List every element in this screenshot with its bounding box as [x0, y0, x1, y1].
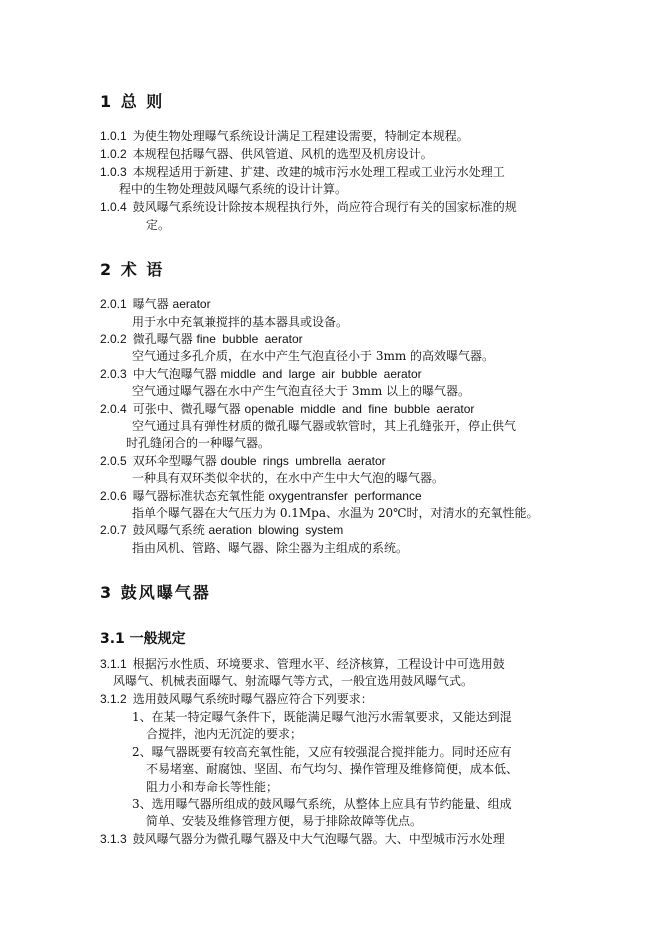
term-zh: 曝气器标准状态充氧性能	[132, 489, 265, 503]
term-2-0-5	[100, 453, 386, 470]
list-item-3: 3、选用曝气器所组成的鼓风曝气系统，从整体上应具有节约能量、组成	[132, 797, 512, 811]
clause-number: 3.1.3	[100, 832, 127, 846]
term-definition: 指由风机、管路、曝气器、除尘器为主组成的系统。	[132, 541, 409, 555]
clause-number: 3.1.1	[100, 657, 127, 671]
clause-number: 1.0.2	[100, 147, 127, 161]
clause-3-1-3	[100, 831, 505, 848]
term-definition: 指单个曝气器在大气压力为 0.1Mpa、水温为 20℃时，对清水的充氧性能。	[132, 506, 539, 520]
clause-text: 鼓风曝气系统设计除按本规程执行外，尚应符合现行有关的国家标准的规	[132, 200, 517, 214]
term-number: 2.0.7	[100, 523, 127, 537]
term-zh: 中大气泡曝气器	[132, 367, 217, 381]
term-definition-continuation: 时孔缝闭合的一种曝气器。	[126, 436, 271, 450]
term-definition: 一种具有双环类似伞状的，在水中产生中大气泡的曝气器。	[132, 471, 445, 485]
term-2-0-6	[100, 488, 422, 505]
clause-1-0-3	[100, 164, 505, 181]
list-item-continuation: 不易堵塞、耐腐蚀、坚固、布气均匀、操作管理及维修简便，成本低、	[146, 762, 519, 776]
term-definition: 空气通过具有弹性材质的微孔曝气器或软管时，其上孔缝张开，停止供气	[132, 419, 517, 433]
subsection-3-1-title: 3.1 一般规定	[100, 631, 186, 647]
term-en: aeration blowing system	[208, 523, 344, 537]
clause-number: 1.0.4	[100, 200, 127, 214]
term-number: 2.0.1	[100, 297, 127, 311]
term-en: openable middle and fine bubble aerator	[244, 402, 475, 416]
clause-text: 根据污水性质、环境要求、管理水平、经济核算，工程设计中可选用鼓	[132, 657, 505, 671]
list-item-continuation: 合搅拌，池内无沉淀的要求；	[146, 727, 303, 741]
term-zh: 可张中、微孔曝气器	[132, 402, 241, 416]
term-number: 2.0.4	[100, 402, 127, 416]
clause-1-0-4	[100, 199, 517, 216]
term-definition: 空气通过多孔介质，在水中产生气泡直径小于 3mm 的高效曝气器。	[132, 349, 495, 363]
term-number: 2.0.6	[100, 489, 127, 503]
list-item-1: 1、在某一特定曝气条件下，既能满足曝气池污水需氧要求，又能达到混	[132, 710, 512, 724]
clause-text: 本规程包括曝气器、供风管道、风机的选型及机房设计。	[132, 147, 433, 161]
term-number: 2.0.5	[100, 454, 127, 468]
clause-1-0-2	[100, 146, 433, 163]
term-definition: 空气通过曝气器在水中产生气泡直径大于 3mm 以上的曝气器。	[132, 384, 471, 398]
list-item-continuation: 简单、安装及维修管理方便，易于排除故障等优点。	[146, 814, 423, 828]
term-2-0-1	[100, 296, 211, 313]
term-en: fine bubble aerator	[196, 332, 303, 346]
term-2-0-4	[100, 401, 474, 418]
term-number: 2.0.2	[100, 332, 127, 346]
term-zh: 微孔曝气器	[132, 332, 193, 346]
term-en: double rings umbrella aerator	[220, 454, 386, 468]
term-2-0-7	[100, 522, 343, 539]
clause-3-1-1	[100, 656, 505, 673]
clause-continuation: 风曝气、机械表面曝气、射流曝气等方式，一般宜选用鼓风曝气式。	[113, 674, 474, 688]
term-2-0-3	[100, 366, 422, 383]
term-definition: 用于水中充氧兼搅拌的基本器具或设备。	[132, 315, 349, 329]
clause-text: 为使生物处理曝气系统设计满足工程建设需要，特制定本规程。	[132, 129, 469, 143]
section-2-title: 2 术 语	[100, 260, 165, 279]
section-3-title: 3 鼓风曝气器	[100, 583, 211, 602]
term-zh: 双环伞型曝气器	[132, 454, 217, 468]
list-item-2: 2、曝气器既要有较高充氧性能，又应有较强混合搅拌能力。同时还应有	[132, 745, 512, 759]
list-item-continuation: 阻力小和寿命长等性能；	[146, 780, 279, 794]
term-2-0-2	[100, 331, 303, 348]
clause-1-0-1	[100, 128, 469, 145]
term-en: oxygentransfer performance	[268, 489, 422, 503]
clause-text: 选用鼓风曝气系统时曝气器应符合下列要求：	[132, 692, 373, 706]
section-1-title: 1 总 则	[100, 92, 165, 111]
term-en: aerator	[172, 297, 211, 311]
term-zh: 鼓风曝气系统	[132, 523, 205, 537]
clause-continuation: 程中的生物处理鼓风曝气系统的设计计算。	[119, 182, 348, 196]
term-number: 2.0.3	[100, 367, 127, 381]
term-en: middle and large air bubble aerator	[220, 367, 422, 381]
term-zh: 曝气器	[132, 297, 169, 311]
clause-text: 鼓风曝气器分为微孔曝气器及中大气泡曝气器。大、中型城市污水处理	[132, 832, 505, 846]
clause-3-1-2	[100, 691, 373, 708]
clause-text: 本规程适用于新建、扩建、改建的城市污水处理工程或工业污水处理工	[132, 165, 505, 179]
clause-number: 1.0.1	[100, 129, 127, 143]
clause-number: 1.0.3	[100, 165, 127, 179]
clause-continuation: 定。	[146, 218, 171, 232]
clause-number: 3.1.2	[100, 692, 127, 706]
